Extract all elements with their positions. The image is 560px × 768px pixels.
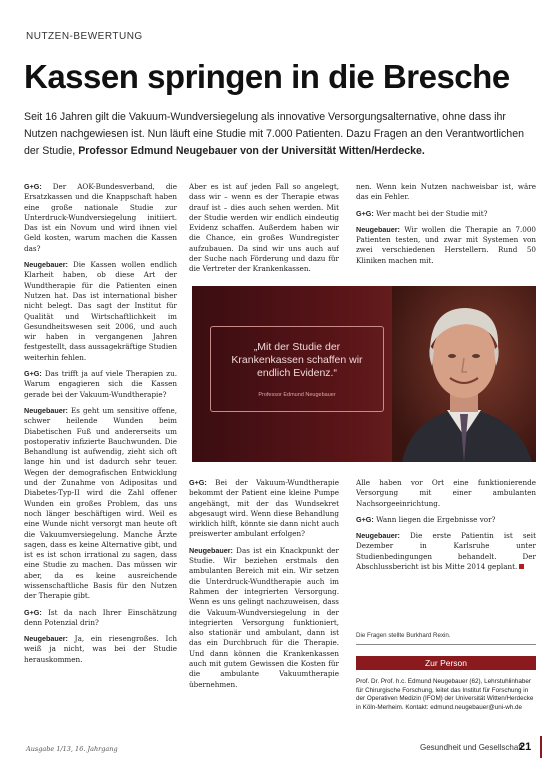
col3bot-paragraph [356, 478, 536, 509]
col3top-paragraph [356, 182, 536, 203]
footer-issue: Ausgabe 1/13, 16. Jahrgang [26, 745, 118, 753]
paragraph-text: Die erste Patientin ist seit Dezember in Karlsruhe unter Studienbedingungen behandelt. Der Abschlussbericht ist bis Mitte 2014 geplant. [356, 531, 536, 572]
question-label: G+G: [356, 208, 374, 218]
col1-paragraph [24, 182, 177, 254]
pull-quote-text: „Mit der Studie der Krankenkassen schaffen wir endlich Evidenz.“ [231, 341, 363, 379]
col1-paragraph [24, 369, 177, 400]
col1-paragraph [24, 406, 177, 602]
column-3-top [356, 182, 536, 302]
page-accent-bar [540, 736, 542, 758]
paragraph-text: Wann liegen die Ergebnisse vor? [373, 514, 496, 524]
paragraph-text: Bei der Vakuum-Wundtherapie bekommt der Patient eine kleine Pumpe angehängt, mit der das Wundsekret abgesaugt wird. Wenn diese Behandlung wirklich hilft, könnte sie dann nicht auch preiswerter ambulant erfolgen? [189, 478, 339, 539]
pull-quote-source: Professor Edmund Neugebauer [258, 392, 336, 398]
col3top-paragraph [356, 225, 536, 266]
paragraph-text: Das ist ein Knackpunkt der Studie. Wir beziehen erstmals den ambulanten Bereich mit ein. Wir setzen die Unterdruck-Wundtherapie auch im Rahmen der integrierten Versorgung. Wenn es uns gelingt nachzuweisen, dass die Vakuum-Wundversiegelung in der integrierten Versorgung funktioniert, also stationär und ambulant, dann ist das ein Durchbruch für die Therapie. Und dann können die Krankenkassen auch mit gutem Gewissen die Kosten für die ambulante Vakuumtherapie übernehmen. [189, 545, 339, 689]
question-label: G+G: [356, 514, 374, 524]
paragraph-text: Alle haben vor Ort eine funktionierende Versorgung mit einer ambulanten Nachsorgeeinrichtung. [356, 478, 536, 508]
portrait-photo [392, 286, 536, 462]
footer-magazine: Gesundheit und Gesellschaft [420, 743, 523, 752]
paragraph-text: Das trifft ja auf viele Therapien zu. Warum engagieren sich die Kassen gerade bei der Vakuum-Wundtherapie? [24, 369, 177, 399]
article-teaser [24, 109, 536, 160]
paragraph-text: Ist da nach Ihrer Einschätzung denn Potenzial drin? [24, 607, 177, 627]
speaker-label: Neugebauer: [24, 260, 68, 270]
column-2-top-text: Aber es ist auf jeden Fall so angelegt, dass wir – wenn es der Therapie etwas drauf ist – dies auch sehen werden. Mit der Studie werden wir endlich eindeutig Evidenz schaffen. Außerdem haben wir die Chance, ein großes Wundregister aufzubauen. Da sind wir uns auch auf der Suche nach Förderung und dazu für die Vertreter der Krankenkassen. [189, 182, 339, 274]
speaker-label: Neugebauer: [24, 405, 68, 415]
col3bot-paragraph [356, 531, 536, 572]
col1-paragraph [24, 608, 177, 629]
speaker-label: Neugebauer: [356, 224, 400, 234]
zur-person-header: Zur Person [356, 656, 536, 670]
speaker-label: Neugebauer: [24, 634, 68, 644]
interview-credit: Die Fragen stellte Burkhard Rexin. [356, 632, 451, 639]
paragraph-text: nen. Wenn kein Nutzen nachweisbar ist, wäre das ein Fehler. [356, 182, 536, 202]
paragraph-text: Wer macht bei der Studie mit? [373, 208, 488, 218]
paragraph-text: Es geht um sensitive offene, schwer heilende Wunden beim Diabetischen Fuß und andererseits um postoperativ infizierte Bauchwunden. Die Behandlung ist aufwendig, zieht sich oft lange hin und ist dadurch sehr teuer. Wegen der demografischen Entwicklung und der Zunahme von Adipositas und Diabetes-Typ-II wird die Zahl offener Wunden ein großes Problem, das uns noch länger beschäftigen wird. Weil es eine Wunde nicht versorgt man heute oft die Vakuumversiegelung. Manche Ärzte sagen, dass es keine Alternative gibt, und ist es ist schon irrational zu sagen, dass eine Studie zu machen. Das müssen wir aber, da es keine ausreichende wissenschaftliche Basis für den Nutzen der Therapie gibt. [24, 405, 177, 601]
page-number: 21 [519, 741, 532, 753]
col1-paragraph [24, 634, 177, 665]
article-headline: Kassen springen in die Bresche [24, 58, 510, 95]
col2bot-paragraph [189, 478, 339, 540]
column-2-bottom [189, 478, 339, 768]
column-3-bottom [356, 478, 536, 628]
teaser-text: Seit 16 Jahren gilt die Vakuum-Wundversiegelung als innovative Versorgungsalternative, ohne dass ihr Nutzen nachgewiesen ist. Nun läuft eine Studie mit 7.000 Patienten. Dazu Fragen an den Verantwortlichen der Studie, [24, 111, 524, 157]
col3bot-paragraph [356, 515, 536, 525]
question-label: G+G: [24, 607, 42, 617]
zur-person-body: Prof. Dr. Prof. h.c. Edmund Neugebauer (62), Lehrstuhlinhaber für Chirurgische Forschung, leitet das Institut für Forschung in der Operativen Medizin (IFOM) der Universität Witten/Herdecke in Köln-Merheim. Kontakt: edmund.neugebauer@uni-wh.de [356, 678, 534, 711]
pull-quote [210, 326, 384, 412]
paragraph-text: Wir wollen die Therapie an 7.000 Patienten testen, und zwar mit Systemen von zwei verschiedenen Herstellern. Rund 50 Kliniken machen mit. [356, 224, 536, 265]
column-1 [24, 182, 177, 752]
paragraph-text: Ja, ein riesengroßes. Ich weiß ja nicht, was bei der Studie herauskommen. [24, 634, 177, 664]
divider [356, 644, 536, 645]
speaker-label: Neugebauer: [356, 531, 400, 541]
teaser-bold: Professor Edmund Neugebauer von der Universität Witten/Herdecke. [78, 145, 425, 157]
question-label: G+G: [24, 182, 42, 191]
photo-with-quote [192, 286, 536, 462]
column-2-top [189, 182, 339, 274]
speaker-label: Neugebauer: [189, 545, 233, 555]
end-mark [519, 564, 524, 569]
paragraph-text: Die Kassen wollen endlich Klarheit haben, ob diese Art der Wundtherapie für die Patienten einen Nutzen hat. Das ist international bisher nicht belegt. Das sagt der Institut für Qualität und Wirtschaftlichkeit im Gesundheitswesen seit 2006, und auch wir haben in vergangenen Jahren festgestellt, dass aussagekräftige Studien weiterhin fehlen. [24, 260, 177, 362]
col2bot-paragraph [189, 546, 339, 690]
question-label: G+G: [189, 478, 207, 487]
paragraph-text: Der AOK-Bundesverband, die Ersatzkassen und die Knappschaft haben eine große nationale Studie zur Unterdruck-Wundversiegelung initiiert. Das ist ein Novum und wird ihnen viel Geld kosten, warum machen die Kassen das? [24, 182, 177, 253]
section-kicker: NUTZEN-BEWERTUNG [26, 31, 143, 42]
question-label: G+G: [24, 369, 42, 379]
col3top-paragraph [356, 209, 536, 219]
col1-paragraph [24, 260, 177, 363]
